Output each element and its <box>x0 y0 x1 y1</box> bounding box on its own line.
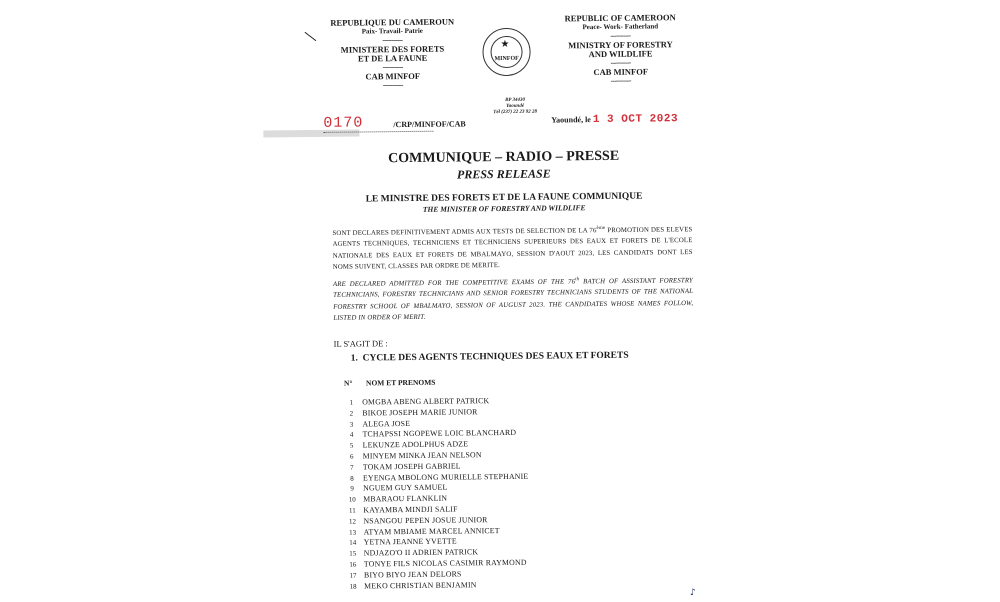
column-header-number: N° <box>343 378 353 388</box>
ministry-seal-icon: ★ MINFOF <box>482 28 531 77</box>
office-fr: CAB MINFOF <box>365 70 421 82</box>
ministry-fr-line1: MINISTERE DES FORETS <box>340 43 445 55</box>
postal-info <box>479 97 551 116</box>
row-number: 16 <box>349 560 357 569</box>
row-number: 12 <box>348 517 356 526</box>
section-heading <box>351 351 629 364</box>
row-number: 15 <box>349 549 357 558</box>
row-number: 5 <box>349 441 354 450</box>
row-name: NDJAZO'O II ADRIEN PATRICK <box>363 547 479 558</box>
separator: ----------- <box>382 63 403 72</box>
separator: ----------- <box>610 76 631 85</box>
ministry-en-line2: AND WILDLIFE <box>588 48 653 60</box>
intro-text: IL S'AGIT DE : <box>333 338 388 349</box>
date-stamp: 1 3 OCT 2023 <box>592 113 679 127</box>
seal-text: MINFOF <box>494 55 519 63</box>
row-name: BIKOE JOSEPH MARIE JUNIOR <box>362 407 478 418</box>
paragraph-fr-part2: PROMOTION DES ELEVES AGENTS TECHNIQUES, TECHNICIENS ET TECHNICIENS SUPERIEURS DES EAUX ET FORETS DE L'ECOLE NATIONALE DES EAUX ET FORETS DE MBALMAYO, SESSION D'AOUT 2023, LES CANDIDATS DONT LES NOMS SUIVENT, CLASSES PAR ORDRE DE MERITE. <box>332 226 693 271</box>
telephone: Tél (237) 22 23 92 28 <box>493 109 538 116</box>
row-number: 4 <box>349 430 354 440</box>
row-name: ATYAM MBIAME MARCEL ANNICET <box>363 525 500 537</box>
row-number: 17 <box>349 571 357 580</box>
row-number: 11 <box>348 506 356 515</box>
ministry-fr-line2: ET DE LA FAUNE <box>357 52 428 64</box>
row-number: 7 <box>350 463 354 472</box>
doc-title: COMMUNIQUE – RADIO – PRESSE <box>388 148 620 167</box>
row-name: EYENGA MBOLONG MURIELLE STEPHANIE <box>362 471 529 483</box>
header-left-block <box>322 17 463 90</box>
table-row <box>342 578 642 592</box>
paragraph-en-part1: ARE DECLARED ADMITTED FOR THE COMPETITIVE EXAMS OF THE 76 <box>332 278 576 289</box>
row-number: 10 <box>348 495 356 504</box>
row-name: KAYAMBA MINDJI SALIF <box>363 504 458 515</box>
paragraph-en <box>333 273 693 324</box>
country-en: REPUBLIC OF CAMEROON <box>564 12 676 24</box>
country-fr: REPUBLIQUE DU CAMEROUN <box>330 16 455 28</box>
row-name: ALEGA JOSE <box>362 418 411 429</box>
paragraph-fr-sup: ème <box>596 225 606 232</box>
motto-en: Peace- Work- Fatherland <box>582 22 659 32</box>
reference-dotted-line <box>323 131 433 133</box>
header-right-block <box>550 13 691 86</box>
row-name: NGUEM GUY SAMUEL <box>363 482 448 493</box>
row-name: BIYO BIYO JEAN DELORS <box>363 569 462 580</box>
paragraph-fr <box>332 222 692 273</box>
minister-heading-fr: LE MINISTRE DES FORETS ET DE LA FAUNE COMMUNIQUE <box>365 191 643 205</box>
row-name: LEKUNZE ADOLPHUS ADZE <box>362 439 469 450</box>
date-label: Yaoundé, le <box>551 115 591 125</box>
row-name: TONYE FILS NICOLAS CASIMIR RAYMOND <box>363 557 527 569</box>
edge-mark-icon: ♪ <box>690 588 696 598</box>
candidate-list <box>340 395 642 592</box>
row-number: 3 <box>349 420 354 429</box>
column-header-name: NOM ET PRENOMS <box>365 377 436 388</box>
paragraph-fr-part1: SONT DECLARES DEFINITIVEMENT ADMIS AUX TESTS DE SELECTION DE LA 76 <box>332 227 597 238</box>
reference-suffix: /CRP/MINFOF/CAB <box>393 119 466 130</box>
section-number: 1. <box>350 353 358 364</box>
row-name: YETNA JEANNE YVETTE <box>363 536 457 547</box>
paragraph-en-part2: BATCH OF ASSISTANT FORESTRY TECHNICIANS, FORESTRY TECHNICIANS AND SENIOR FORESTRY TECHNICIANS STUDENTS OF THE NATIONAL FORESTRY SCHOOL OF MBALMAYO, SESSION OF AUGUST 2023. THE CANDIDATES WHOSE NAMES FOLLOW, LISTED IN ORDER OF MERIT. <box>333 277 694 322</box>
separator: ----------- <box>382 36 403 45</box>
row-number: 18 <box>349 582 357 591</box>
separator: ----------- <box>610 31 631 40</box>
date-line <box>551 113 678 126</box>
row-name: OMGBA ABENG ALBERT PATRICK <box>362 396 490 407</box>
row-name: MEKO CHRISTIAN BENJAMIN <box>364 579 477 591</box>
row-number: 1 <box>349 398 353 407</box>
row-number: 13 <box>349 528 357 537</box>
row-number: 6 <box>349 452 354 461</box>
separator: ----------- <box>610 58 631 67</box>
row-name: TOKAM JOSEPH GABRIEL <box>362 461 461 472</box>
document-page <box>282 0 728 602</box>
office-en: CAB MINFOF <box>593 66 649 78</box>
separator: ----------- <box>382 81 404 90</box>
row-name: MBARAOU FLANKLIN <box>363 493 448 504</box>
row-name: NSANGOU PEPEN JOSUE JUNIOR <box>363 514 488 526</box>
minister-heading-en: THE MINISTER OF FORESTRY AND WILDLIFE <box>422 203 586 214</box>
row-number: 8 <box>350 474 354 483</box>
row-number: 9 <box>350 484 354 493</box>
motto-fr: Paix- Travail- Patrie <box>361 26 423 36</box>
city: Yaoundé <box>506 103 525 109</box>
row-number: 14 <box>349 538 357 547</box>
row-number: 2 <box>349 409 354 418</box>
po-box: BP 34430 <box>505 97 526 103</box>
reference-number: 0170 <box>323 114 364 132</box>
ministry-en-line1: MINISTRY OF FORESTRY <box>568 39 673 51</box>
paragraph-en-sup: th <box>575 277 580 283</box>
row-name: TCHAPSSI NGOPEWE LOIC BLANCHARD <box>362 428 517 439</box>
row-name: MINYEM MINKA JEAN NELSON <box>362 450 482 461</box>
section-title: CYCLE DES AGENTS TECHNIQUES DES EAUX ET FORETS <box>362 350 629 364</box>
doc-subtitle: PRESS RELEASE <box>456 166 551 182</box>
pen-mark <box>304 32 316 41</box>
